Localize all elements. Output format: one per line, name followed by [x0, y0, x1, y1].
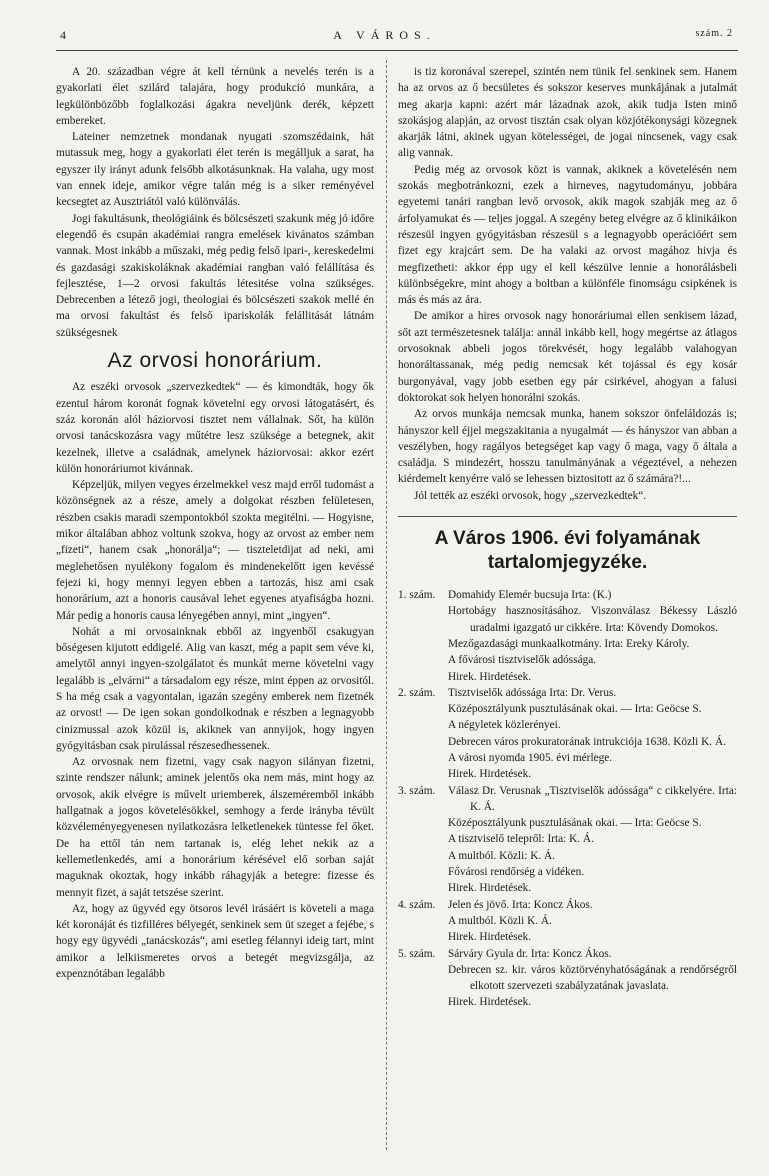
paragraph: Képzeljük, milyen vegyes érzelmekkel vesz majd erről tudomást a közönségnek az a része, amely a dolgokat részben felületesen, részben csakis maradi szempontokból szokta megitélni. — Hogyisne, mikor általában abhoz voltunk szokva, hogy az orvost az ember nem „fizeti“, hanem csak „honorálja“; — tiszteletdijat ad neki, ami meglehetősen nyulékony fogalom és mindenekelőtt igen kevéssé fejezi ki, hogy mennyi legyen ebben a tartozás, hisz ami csak honorárium, azt a honoris causával lehet egyenes atyafiságba hozni. Már pedig a honoris causa lényegében annyi, mint „ingyen“. [56, 479, 374, 622]
article-body-left [56, 379, 374, 982]
toc-issue-number: 1. szám. [398, 589, 436, 602]
issue-number: szám. 2 [695, 28, 733, 39]
paragraph: De amikor a hires orvosok nagy honoráriumai ellen senkisem lázad, sőt azt természetesnek találja: annál inkább kell, hogy megértse az átlagos orvosoknak abbeli jogos törekvését, hogy legalább valahogyan honoráltassanak, még pedig nemcsak két tojással és egy kosár burgonyával, vagy jobb esetben egy pár csirkével, ahogyan a falusi doktorokat sok helyen honorálni szokás. [398, 310, 737, 404]
toc-entry: Hirek. Hirdetések. [448, 670, 532, 683]
section-divider [398, 516, 737, 517]
toc-entry: Domahidy Elemér bucsuja Irta: (K.) [448, 589, 612, 602]
paragraph: is tiz koronával szerepel, szintén nem tünik fel senkinek sem. Hanem ha az orvos az ő becsületes és sokszor keserves munkájának a jutalmát meg akarja kapni: azért már lázadnak azok, akik tudja Isten minő szokásjog alapján, az orvost tisztán csak olyan közjótékonysági közegnek akarják látni, akinek ugyan kötelességei, de jogai nincsenek, vagy csak alig vannak. [398, 66, 737, 160]
toc-entry: Középosztályunk pusztulásának okai. — Irta: Geöcse S. [448, 703, 702, 716]
newspaper-title: A VÁROS. [333, 28, 436, 42]
toc-issue-number: 4. szám. [398, 898, 436, 911]
toc-entry: Debrecen város prokuratorának intrukciója 1638. Közli K. Á. [448, 735, 726, 748]
page-header [0, 28, 769, 48]
toc-entry: Középosztályunk pusztulásának okai. — Irta: Geöcse S. [448, 817, 702, 830]
paragraph: Az eszéki orvosok „szervezkedtek“ — és kimondták, hogy ők ezentul három koronát fognak követelni egy orvosi látogatásért, és száz koronán alól háziorvosi tisztet nem vállalnak. Sőt, ha külön orvosi tanácskozásra vagy műtétre lesz szüksége a betegnek, akit kezelnek, illetve a családnak, amelynek háziorvosai: akkor ezért külön honoráriumot kivánnak. [56, 381, 374, 475]
paragraph: Jogi fakultásunk, theológiáink és bölcsészeti szakunk még jó időre elegendő és csupán akadémiai rangra emelések kivánatos számban vannak. Most inkább a műszaki, még pedig felső ipari-, kereskedelmi és gazdasági szakiskoláknak akadémiai rangban való felállítása és fejlesztése, 1—2 orvosi fakultás létesitése volna szükséges. Debrecenben a létező jogi, theologiai és bölcsészeti szakok mellé én ma orvosi fakultást és felső ipariskolák felállitását látnám szükségesnek [56, 212, 374, 339]
toc-entries [448, 783, 737, 897]
toc-issue [398, 946, 737, 1011]
column-divider [386, 60, 387, 1150]
toc-entry: A városi nyomda 1905. évi mérlege. [448, 751, 613, 764]
toc-issue [398, 685, 737, 783]
toc-entries [448, 685, 737, 783]
paragraph: Nohát a mi orvosainknak ebből az ingyenből csakugyan bőségesen kijutott eddigelé. Alig van kaszt, még a papit sem véve ki, amelytől annyi ingyen-szolgálatot és munkát merne követelni vagy legalább is „elvárni“ a társadalom egy része, mint éppen az orvositól. S ha még csak a vagyontalan, igazán szegény emberek nem fizetnék az orvost! — De igen sokan gondolkodnak e részben a legnagyobb cinizmussal azok közül is, akiknek van annyijok, hogy ingyen gyógyitásban csak pirulással részesedhessenek. [56, 625, 374, 752]
toc-entry: Sárváry Gyula dr. Irta: Koncz Ákos. [448, 947, 612, 960]
toc-entry: Tisztviselők adóssága Irta: Dr. Verus. [448, 686, 617, 699]
toc-entries [448, 897, 737, 946]
paragraph: Az, hogy az ügyvéd egy ötsoros levél irásáért is követeli a maga két koronáját és tizfilléres bélyegét, senkinek sem üt szeget a fejébe, s hogy egy ügyvédi „tanácskozás“, ami esetleg félannyi ideig tart, mint amikor a lelkiismeretes orvos a betegét megvizsgálja, az expenznótában legalább [56, 902, 374, 981]
table-of-contents [398, 587, 737, 1011]
toc-entry: A tisztviselő telepről: Irta: K. Á. [448, 833, 594, 846]
paragraph: Lateiner nemzetnek mondanak nyugati szomszédaink, hát mutassuk meg, hogy a gyakorlati élet terén is megálljuk a sarat, ha egyszer ily irányt adunk felsőbb alkotásunknak. Ha valaha, ugy most van ennek ideje, amikor végre talán még is a siker reményével kecsegtet az Ausztriától való különválás. [56, 131, 374, 209]
article-body-right [398, 64, 737, 504]
paragraph: Az orvosnak nem fizetni, vagy csak nagyon silányan fizetni, szinte rendszer nálunk; aminek jelentős oka nem más, mint hogy az orvosok, akik elvégre is művelt uriemberek, álszeméremből inkább hallgatnak a jogos követelésökkel, semhogy a ferde irányba tévült közvéleményegyenesen nyilatkozásra lelketlenekek tüntesse fel őket. De ha ettől tán nem tartanak is, elég lehet nekik az a kellemetlenkedés, ami a honorárium kérésével elő sorban saját maguknak okoztak, hogy inkább ráhagyják a betegre: fizesse és mennyit fizet, a saját tetszése szerint. [56, 756, 374, 899]
toc-entries [448, 946, 737, 1011]
toc-entry: Mezőgazdasági munkaalkotmány. Irta: Ereky Károly. [448, 637, 690, 650]
toc-entry: A multból. Közli K. Á. [448, 914, 552, 927]
toc-entry: Hirek. Hirdetések. [448, 882, 532, 895]
toc-entries [448, 587, 737, 685]
intro-section [56, 64, 374, 341]
toc-issue-number: 3. szám. [398, 784, 436, 797]
header-rule [56, 50, 738, 51]
toc-issue-number: 5. szám. [398, 947, 436, 960]
toc-issue [398, 783, 737, 897]
toc-entry: Fővárosi rendőrség a vidéken. [448, 866, 585, 879]
toc-entry: Hirek. Hirdetések. [448, 996, 532, 1009]
paragraph: Jól tették az eszéki orvosok, hogy „szervezkedtek“. [414, 489, 647, 502]
page-number: 4 [60, 28, 66, 42]
toc-title: A Város 1906. évi folyamának tartalomjegyzéke. [434, 528, 701, 574]
toc-entry: Hortobágy hasznosításához. Viszonválasz Békessy László uradalmi igazgató ur cikkére. Irta: Kövendy Domokos. [448, 605, 737, 634]
right-column [398, 64, 737, 1011]
left-column [56, 64, 374, 982]
toc-issue-number: 2. szám. [398, 686, 436, 699]
toc-entry: A fővárosi tisztviselők adóssága. [448, 654, 597, 667]
toc-issue [398, 587, 737, 685]
toc-entry: Jelen és jövő. Irta: Koncz Ákos. [448, 898, 593, 911]
toc-entry: Hirek. Hirdetések. [448, 931, 532, 944]
toc-entry: A négyletek közlerényei. [448, 719, 561, 732]
paragraph: A 20. században végre át kell térnünk a nevelés terén is a gyakorlati élet szilárd talajára, hogy produkció munkára, a legkülönbözőbb foglalkozási ágakra neveljünk derék, képzett embereket. [56, 66, 374, 127]
paragraph: Pedig még az orvosok közt is vannak, akiknek a követelésén nem szokás megbotránkozni, ezek a hirneves, nagytudományu, jobbára egyetemi tanári rangban levő orvosok, akik magok szabják meg az ő árfolyamukat és — teljes joggal. A szegény beteg elvégre az ő klinikáikon részesül ingyen gyógyitásban részesül s a legnagyobb operációért sem fizet egy krajcárt sem. De ha valaki az orvost magához hivja és megfizetheti: akkor épp ugy el kell készülve lennie a honorálásbeli különbségekre, mint ahogy a boltban a különféle finomságu csipkének is más és más az ára. [398, 163, 737, 307]
toc-issue [398, 897, 737, 946]
toc-entry: Hirek. Hirdetések. [448, 768, 532, 781]
paragraph: Az orvos munkája nemcsak munka, hanem sokszor önfeláldozás is; hányszor kell éjjel megszakitania a nyugalmát — és hányszor van abban a veszélyben, hogy ragályos betegséget kap vagy ő maga, vagy ő általa a családja. S mindezért, hosszu tanulmányának a végeztével, a nehezen kiérdemelt kenyérre való se lehessen biztositott az ő számára?!... [398, 408, 737, 486]
toc-entry: A multból. Közli: K. Á. [448, 849, 556, 862]
article-title: Az orvosi honorárium. [107, 349, 323, 373]
toc-entry: Válasz Dr. Verusnak „Tisztviselők adóssága“ c cikkelyére. Irta: K. Á. [448, 784, 737, 813]
toc-entry: Debrecen sz. kir. város köztörvényhatóságának a rendőrségről elkotott szervezeti szabályzatának javaslata. [448, 963, 737, 993]
